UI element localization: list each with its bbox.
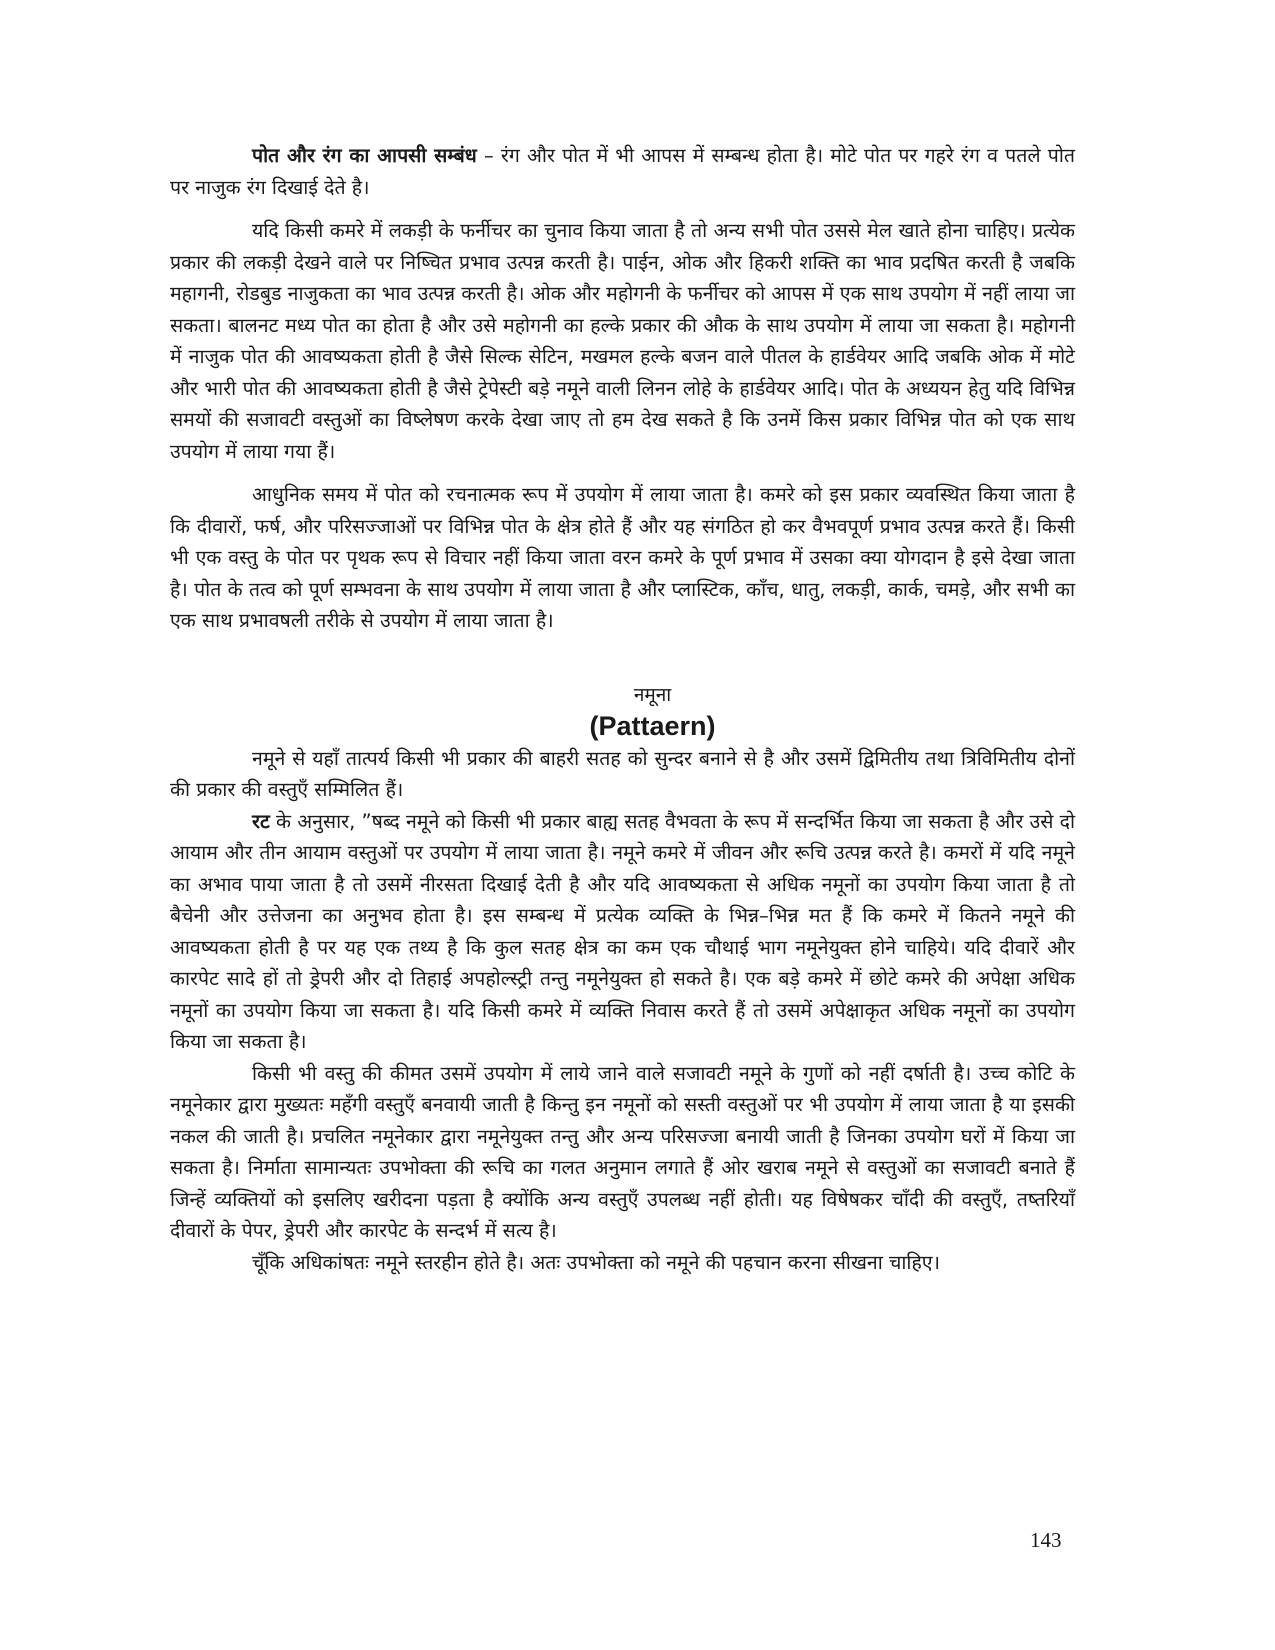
section-heading-pattern-english: (Pattaern) — [589, 710, 716, 741]
paragraph-furniture-wood: यदि किसी कमरे में लकड़ी के फर्नीचर का चुनाव किया जाता है तो अन्य सभी पोत उससे मेल खाते होना चाहिए। प्रत्येक प्रकार की लकड़ी देखने वाले पर निष्चित प्रभाव उत्पन्न करती है। पाईन, ओक और हिकरी शक्ति का भाव प्रदषित करती है जबकि महागनी, रोडबुड नाजुकता का भाव उत्पन्न करती है। ओक और महोगनी के फर्नीचर को आपस में एक साथ उपयोग में नहीं लाया जा सकता। बालनट मध्य पोत का होता है और उसे महोगनी का हल्के प्रकार की औक के साथ उपयोग में लाया जा सकता है। महोगनी में नाजुक पोत की आवष्यकता होती है जैसे सिल्क सेटिन, मखमल हल्के बजन वाले पीतल के हार्डवेयर आदि जबकि ओक में मोटे और भारी पोत की आवष्यकता होती है जैसे ट्रेपेस्टी बड़े नमूने वाली लिनन लोहे के हार्डवेयर आदि। पोत के अध्ययन हेतु यदि विभिन्न समयों की सजावटी वस्तुओं का विष्लेषण करके देखा जाए तो हम देख सकते है कि उनमें किस प्रकार विभिन्न पोत को एक साथ उपयोग में लाया गया हैं। — [170, 219, 1075, 463]
section-heading-pattern-hindi: नमूना — [633, 683, 672, 706]
page-number: 143 — [1030, 1528, 1062, 1552]
paragraph-text: के अनुसार, ”षब्द नमूने को किसी भी प्रकार बाह्य सतह वैभवता के रूप में सन्दर्भित किया जा सकता है और उसे दो आयाम और तीन आयाम वस्तुओं पर उपयोग में लाया जाता है। नमूने कमरे में जीवन और रूचि उत्पन्न करते है। कमरों में यदि नमूने का अभाव पाया जाता है तो उसमें नीरसता दिखाई देती है और यदि आवष्यकता से अधिक नमूनों का उपयोग किया जाता है तो बैचेनी और उत्तेजना का अनुभव होता है। इस सम्बन्ध में प्रत्येक व्यक्ति के भिन्न–भिन्न मत हैं कि कमरे में कितने नमूने की आवष्यकता होती है पर यह एक तथ्य है कि कुल सतह क्षेत्र का कम एक चौथाई भाग नमूनेयुक्त होने चाहिये। यदि दीवारें और कारपेट सादे हों तो ड्रेपरी और दो तिहाई अपहोल्स्ट्री तन्तु नमूनेयुक्त हो सकते है। एक बड़े कमरे में छोटे कमरे की अपेक्षा अधिक नमूनों का उपयोग किया जा सकता है। यदि किसी कमरे में व्यक्ति निवास करते हैं तो उसमें अपेक्षाकृत अधिक नमूनों का उपयोग किया जा सकता है। — [170, 809, 1075, 1053]
author-name: रट — [252, 809, 270, 833]
paragraph-pattern-definition: नमूने से यहाँ तात्पर्य किसी भी प्रकार की बाहरी सतह को सुन्दर बनाने से है और उसमें द्विमितीय तथा त्रिविमितीय दोनों की प्रकार की वस्तुएँ सम्मिलित हैं। — [170, 746, 1075, 801]
paragraph-pattern-consumer: चूँकि अधिकांषतः नमूने स्तरहीन होते है। अतः उपभोक्ता को नमूने की पहचान करना सीखना चाहिए। — [252, 1250, 940, 1274]
paragraph-modern-texture: आधुनिक समय में पोत को रचनात्मक रूप में उपयोग में लाया जाता है। कमरे को इस प्रकार व्यवस्थित किया जाता है कि दीवारों, फर्ष, और परिसज्जाओं पर विभिन्न पोत के क्षेत्र होते हैं और यह संगठित हो कर वैभवपूर्ण प्रभाव उत्पन्न करते हैं। किसी भी एक वस्तु के पोत पर पृथक रूप से विचार नहीं किया जाता वरन कमरे के पूर्ण प्रभाव में उसका क्या योगदान है इसे देखा जाता है। पोत के तत्व को पूर्ण सम्भवना के साथ उपयोग में लाया जाता है और प्लास्टिक, काँच, धातु, लकड़ी, कार्क, चमड़े, और सभी का एक साथ प्रभावषली तरीके से उपयोग में लाया जाता है। — [170, 483, 1075, 632]
paragraph-texture-color — [170, 140, 1075, 203]
page-content — [170, 140, 1075, 1278]
heading-dash: – — [476, 144, 501, 167]
paragraph-pattern-rutt — [170, 806, 1075, 1058]
section-heading-texture-color: पोत और रंग का आपसी सम्बंध — [252, 144, 477, 167]
paragraph-pattern-price: किसी भी वस्तु की कीमत उसमें उपयोग में लाये जाने वाले सजावटी नमूने के गुणों को नहीं दर्षाती है। उच्च कोटि के नमूनेकार द्वारा मुख्यतः महँगी वस्तुएँ बनवायी जाती है किन्तु इन नमूनों को सस्ती वस्तुओं पर भी उपयोग में लाया जाता है या इसकी नकल की जाती है। प्रचलित नमूनेकार द्वारा नमूनेयुक्त तन्तु और अन्य परिसज्जा बनायी जाती है जिनका उपयोग घरों में किया जा सकता है। निर्माता सामान्यतः उपभोक्ता की रूचि का गलत अनुमान लगाते हैं ओर खराब नमूने से वस्तुओं का सजावटी बनाते हैं जिन्हें व्यक्तियों को इसलिए खरीदना पड़ता है क्योंकि अन्य वस्तुएँ उपलब्ध नहीं होती। यह विषेषकर चाँदी की वस्तुएँ, तष्तरियाँ दीवारों के पेपर, ड्रेपरी और कारपेट के सन्दर्भ में सत्य है। — [170, 1061, 1075, 1242]
paragraph-text: रंग और पोत में भी आपस में सम्बन्ध होता है। मोटे पोत पर गहरे रंग व पतले पोत पर नाजुक रंग दिखाई देते है। — [170, 144, 1075, 199]
